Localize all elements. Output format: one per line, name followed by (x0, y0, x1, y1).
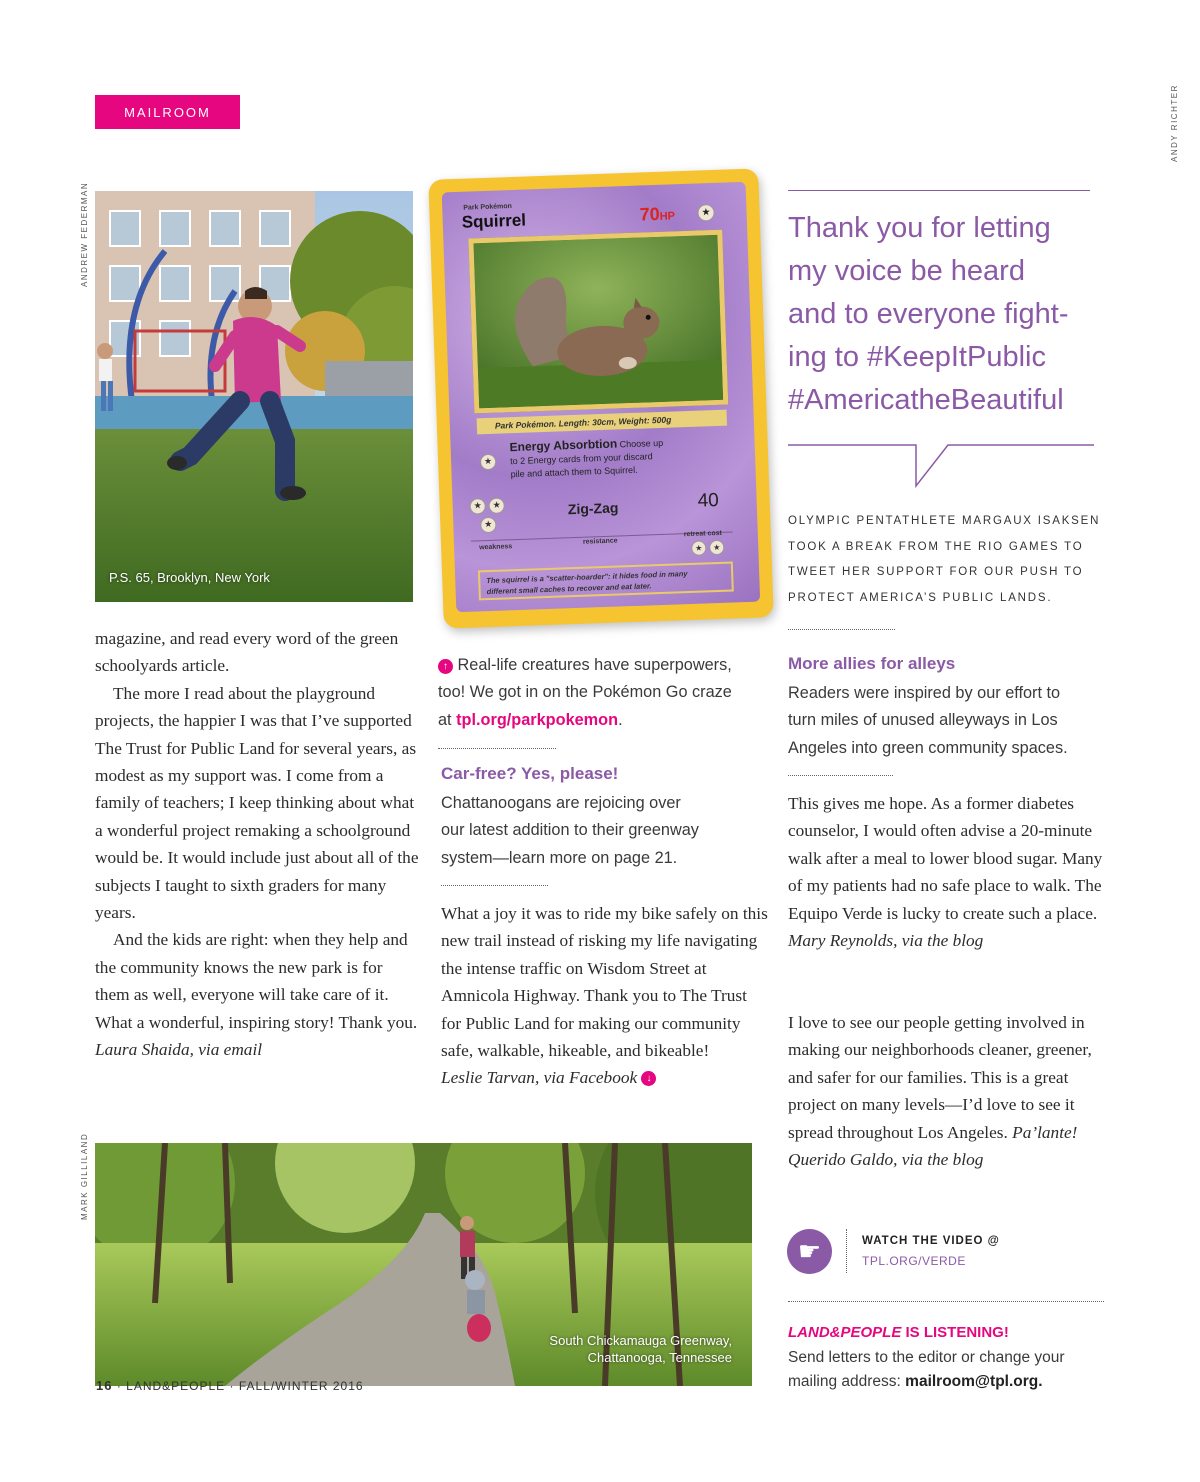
photo-caption-playground: P.S. 65, Brooklyn, New York (109, 570, 270, 585)
pokemon-intro (438, 652, 778, 734)
quote-line-5: #AmericatheBeautiful (788, 384, 1064, 416)
letter-mary-body: This gives me hope. As a former diabetes counselor, I would often advise a 20-minute walk after a meal to lower blood sugar. Many of my patients had no safe place to walk. The Equipo Verde is lucky to create such a place. (788, 794, 1103, 923)
card-ability-line2: to 2 Energy cards from your discard (509, 451, 653, 467)
footer-text: · LAND&PEOPLE · FALL/WINTER 2016 (116, 1379, 364, 1393)
letter-querido (788, 1009, 1106, 1173)
quote-line-1: Thank you for letting (788, 212, 1051, 244)
energy-star-icon-attack-3: ★ (480, 517, 497, 534)
energy-star-icon-retreat-2: ★ (709, 540, 725, 556)
isaksen-note (788, 509, 1118, 611)
energy-star-icon-attack-1: ★ (469, 498, 486, 515)
car-free-line3: system—learn more on page 21. (441, 848, 678, 867)
alleys-intro (788, 680, 1128, 762)
card-attack-name: Zig-Zag (567, 499, 619, 518)
note-line-3: TWEET HER SUPPORT FOR OUR PUSH TO (788, 566, 1084, 578)
tweet-quote (788, 207, 1118, 422)
send-letters (788, 1346, 1128, 1394)
page-number: 16 (96, 1378, 113, 1393)
letter-querido-signature: Querido Galdo, via the blog (788, 1150, 984, 1170)
watch-video-badge[interactable] (787, 1229, 832, 1274)
car-free-heading: Car-free? Yes, please! (441, 764, 619, 783)
card-label-weakness: weakness (479, 543, 513, 552)
photo-credit-2: MARK GILLILAND (80, 1132, 89, 1220)
letter-querido-body: I love to see our people getting involved in making our neighborhoods cleaner, greener, and safer for our families. This is a great project on many levels—I’d love to see it spread throughout Los Angeles. (788, 1013, 1092, 1142)
greenway-photo (95, 1143, 752, 1386)
pointing-hand-icon: ☛ (797, 1236, 822, 1267)
pokemon-link[interactable]: tpl.org/parkpokemon (456, 710, 619, 729)
letter-leslie-signature: Leslie Tarvan, via Facebook (441, 1068, 638, 1088)
greenway-caption-line2: Chattanooga, Tennessee (587, 1350, 732, 1365)
letter-laura-p2: The more I read about the playground projects, the happier I was that I’ve supported The Trust for Public Land for several years, as modest as my support was. I come from a family of teachers; I keep thinking about what a wonderful project remaking a schoolground would be. It would include just about all of the subjects I taught to sixth graders for many years. (95, 683, 419, 923)
energy-star-icon-ability: ★ (480, 454, 497, 471)
note-line-1: OLYMPIC PENTATHLETE MARGAUX ISAKSEN (788, 515, 1101, 527)
car-free-line1: Chattanoogans are rejoicing over (441, 794, 681, 812)
page-footer (96, 1378, 364, 1393)
playground-illustration (95, 191, 413, 602)
up-arrow-icon: ↑ (438, 659, 453, 674)
letter-mary-signature: Mary Reynolds, via the blog (788, 931, 984, 951)
send-line-2: mailing address: (788, 1373, 906, 1390)
divider-dots-col3-1 (788, 629, 895, 630)
car-free-intro (441, 790, 781, 872)
alleys-heading: More allies for alleys (788, 654, 956, 673)
playground-photo (95, 191, 413, 602)
quote-line-4: ing to #KeepItPublic (788, 341, 1046, 373)
quote-top-rule (788, 190, 1090, 191)
pokemon-intro-line2: too! We got in on the Pokémon Go craze (438, 683, 732, 702)
card-ability-line3: pile and attach them to Squirrel. (510, 464, 638, 480)
mailroom-email-link[interactable]: mailroom@tpl.org. (905, 1373, 1043, 1390)
section-tag: MAILROOM (95, 95, 240, 129)
video-divider (846, 1229, 847, 1273)
letter-leslie (441, 900, 771, 1092)
watch-video-link[interactable]: TPL.ORG/VERDE (862, 1254, 966, 1268)
pokemon-intro-line1: Real-life creatures have superpowers, (457, 656, 732, 674)
divider-dots-col2-1 (438, 748, 556, 749)
card-hp-value: 70 (639, 203, 660, 225)
card-subtitle: Park Pokémon (463, 202, 513, 212)
card-label-resistance: resistance (582, 537, 618, 546)
divider-dots-col3-3 (788, 1301, 1104, 1302)
letter-laura-signature: Laura Shaida, via email (95, 1040, 263, 1060)
letter-querido-italic: Pa’lante! (1012, 1122, 1078, 1142)
card-hp-unit: HP (659, 210, 676, 223)
car-free-line2: our latest addition to their greenway (441, 821, 699, 840)
pokemon-intro-prefix: at (438, 710, 452, 729)
greenway-caption-line1: South Chickamauga Greenway, (549, 1333, 732, 1348)
squirrel-illustration (474, 235, 724, 408)
card-name: Squirrel (461, 210, 527, 232)
listening-rest: IS LISTENING! (901, 1324, 1009, 1341)
down-arrow-icon: ↓ (641, 1071, 656, 1086)
letter-laura (95, 625, 420, 1064)
energy-star-icon-attack-2: ★ (488, 497, 505, 514)
card-flavor-line1: The squirrel is a "scatter-hoarder": it hides food in many (486, 569, 688, 586)
card-attack-damage: 40 (697, 489, 720, 512)
photo-credit-1: ANDREW FEDERMAN (80, 181, 89, 287)
send-line-1: Send letters to the editor or change your (788, 1349, 1065, 1366)
listening-brand: LAND&PEOPLE (788, 1324, 902, 1341)
letter-leslie-body: What a joy it was to ride my bike safely on this new trail instead of risking my life navigating the intense traffic on Wisdom Street at Amnicola Highway. Thank you to The Trust for Public Land for making our community safe, walkable, hikeable, and bikeable! (441, 904, 768, 1061)
card-hp (639, 203, 675, 225)
card-flavor-line2: different small caches to recover and eat later. (486, 581, 652, 597)
listening-heading (788, 1324, 1009, 1341)
energy-star-icon-retreat-1: ★ (691, 540, 707, 556)
card-stats: Park Pokémon. Length: 30cm, Weight: 500g (477, 410, 727, 435)
speech-bubble-tail (788, 440, 1094, 490)
squirrel-photo (468, 230, 728, 414)
note-line-2: TOOK A BREAK FROM THE RIO GAMES TO (788, 540, 1084, 553)
quote-line-2: my voice be heard (788, 255, 1025, 287)
alleys-intro-line2: turn miles of unused alleyways in Los (788, 711, 1058, 730)
card-ability-title: Energy Absorbtion (509, 436, 618, 455)
alleys-intro-line1: Readers were inspired by our effort to (788, 684, 1061, 702)
divider-dots-col3-2 (788, 775, 893, 776)
photo-caption-greenway (549, 1332, 732, 1366)
watch-video-label: WATCH THE VIDEO @ (862, 1235, 1000, 1247)
card-ability (509, 434, 725, 481)
letter-mary (788, 790, 1106, 954)
quote-line-3: and to everyone fight- (788, 298, 1069, 330)
letter-laura-p1: magazine, and read every word of the green schoolyards article. (95, 629, 399, 676)
note-line-4: PROTECT AMERICA’S PUBLIC LANDS. (788, 591, 1053, 604)
energy-star-icon: ★ (697, 204, 715, 222)
pokemon-intro-suffix: . (618, 710, 623, 729)
letter-laura-p3: And the kids are right: when they help and the community knows the new park is for them as well, everyone will take care of it. What a wonderful, inspiring story! Thank you. (95, 930, 418, 1032)
alleys-intro-line3: Angeles into green community spaces. (788, 738, 1068, 757)
photo-credit-top-right: ANDY RICHTER (1170, 84, 1179, 162)
divider-dots-col2-2 (441, 885, 548, 886)
card-label-retreat: retreat cost (683, 529, 723, 539)
pokemon-card (428, 168, 773, 628)
card-ability-rest: Choose up (619, 437, 664, 450)
